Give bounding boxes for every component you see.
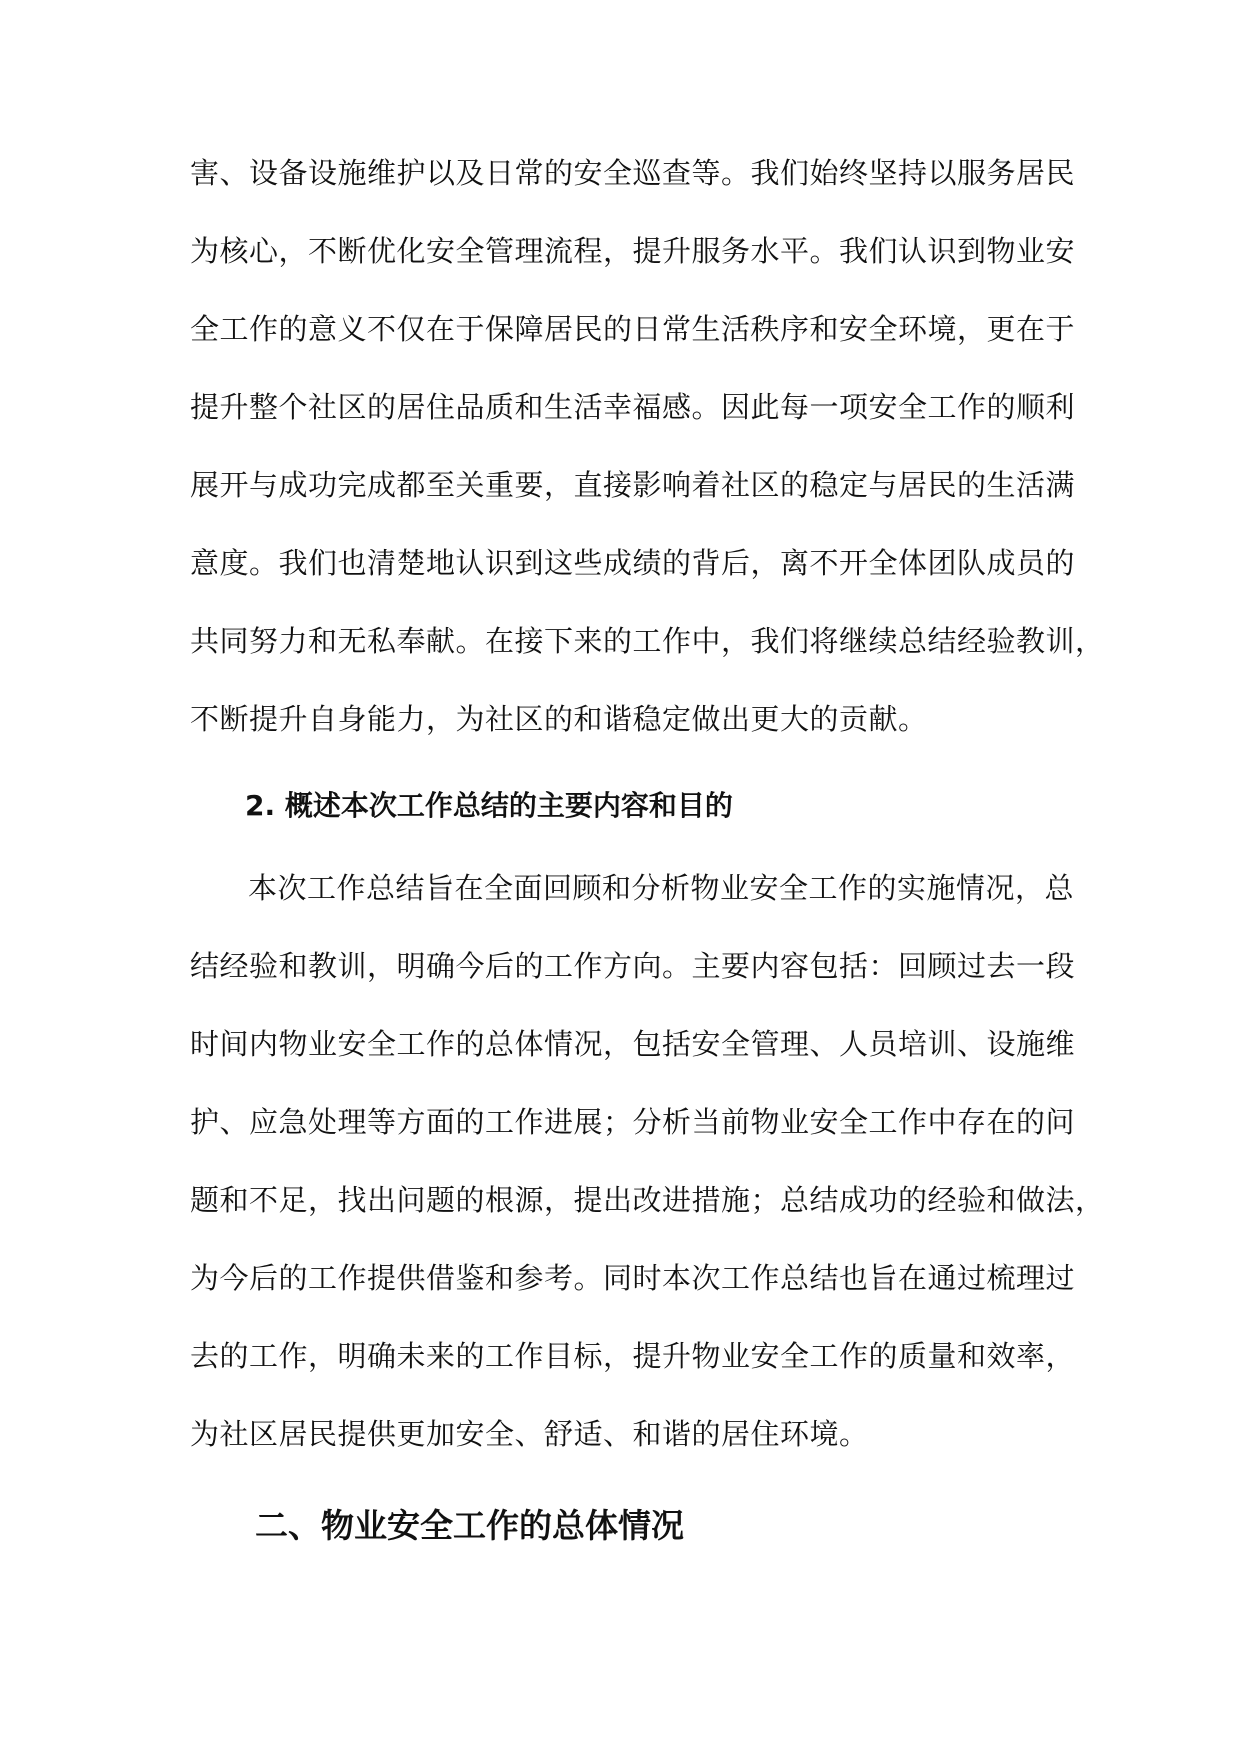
section-sub-heading: 2. 概述本次工作总结的主要内容和目的	[245, 789, 733, 822]
paragraph-2-line-6: 为今后的工作提供借鉴和参考。同时本次工作总结也旨在通过梳理过	[190, 1261, 1076, 1295]
paragraph-2-line-5: 题和不足，找出问题的根源，提出改进措施；总结成功的经验和做法，	[190, 1183, 1105, 1217]
paragraph-1-line-5: 展开与成功完成都至关重要，直接影响着社区的稳定与居民的生活满	[190, 468, 1076, 502]
paragraph-2-line-1: 本次工作总结旨在全面回顾和分析物业安全工作的实施情况，总	[248, 871, 1075, 905]
paragraph-1-line-2: 为核心，不断优化安全管理流程，提升服务水平。我们认识到物业安	[190, 234, 1076, 268]
section-main-heading: 二、物业安全工作的总体情况	[255, 1506, 684, 1545]
paragraph-1-line-3: 全工作的意义不仅在于保障居民的日常生活秩序和安全环境，更在于	[190, 312, 1076, 346]
paragraph-1-line-6: 意度。我们也清楚地认识到这些成绩的背后，离不开全体团队成员的	[190, 546, 1076, 580]
paragraph-2-line-8: 为社区居民提供更加安全、舒适、和谐的居住环境。	[190, 1417, 869, 1451]
paragraph-2-line-3: 时间内物业安全工作的总体情况，包括安全管理、人员培训、设施维	[190, 1027, 1076, 1061]
paragraph-1-line-1: 害、设备设施维护以及日常的安全巡查等。我们始终坚持以服务居民	[190, 156, 1076, 190]
paragraph-2-line-4: 护、应急处理等方面的工作进展；分析当前物业安全工作中存在的问	[190, 1105, 1076, 1139]
paragraph-1-line-8: 不断提升自身能力，为社区的和谐稳定做出更大的贡献。	[190, 702, 928, 736]
paragraph-2-line-7: 去的工作，明确未来的工作目标，提升物业安全工作的质量和效率，	[190, 1339, 1076, 1373]
paragraph-1-line-7: 共同努力和无私奉献。在接下来的工作中，我们将继续总结经验教训，	[190, 624, 1105, 658]
paragraph-2-line-2: 结经验和教训，明确今后的工作方向。主要内容包括：回顾过去一段	[190, 949, 1076, 983]
paragraph-1-line-4: 提升整个社区的居住品质和生活幸福感。因此每一项安全工作的顺利	[190, 390, 1076, 424]
